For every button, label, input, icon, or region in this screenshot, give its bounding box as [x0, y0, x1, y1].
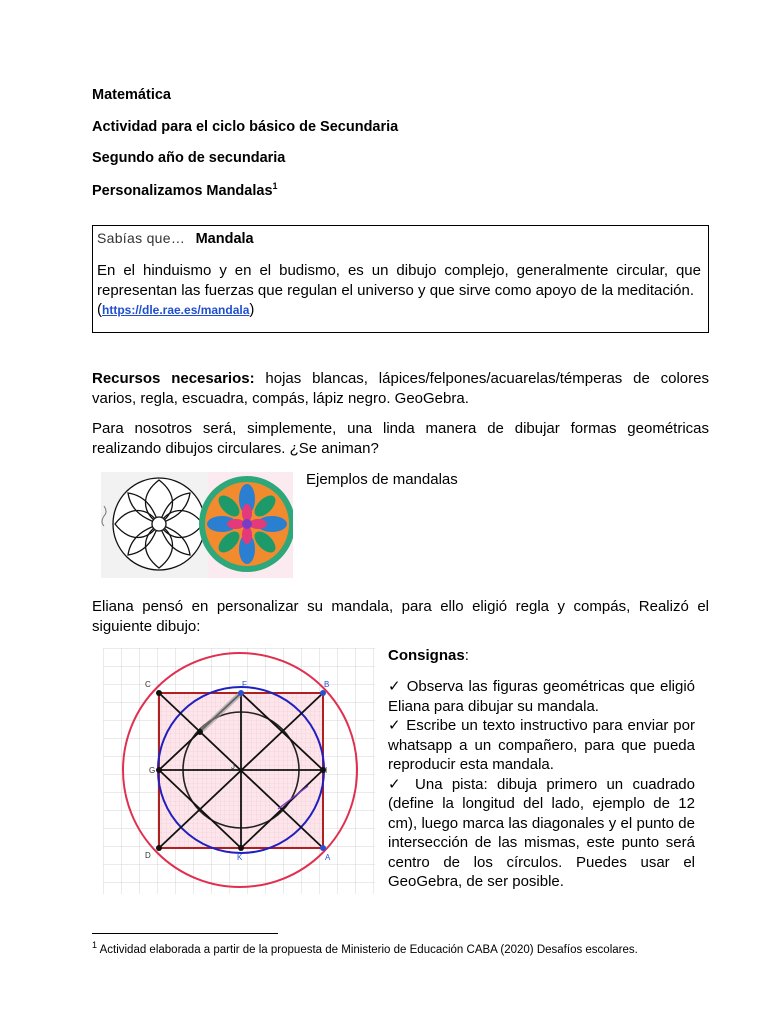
- subject-heading: Matemática: [92, 87, 171, 103]
- consignas-title: Consignas: [388, 647, 465, 664]
- footnote-text: Actividad elaborada a partir de la propuesta de Ministerio de Educación CABA (2020) Desafíos escolares.: [97, 943, 638, 956]
- footnote-separator: [92, 933, 278, 934]
- check-icon: ✓: [388, 678, 402, 695]
- line-mandala: [113, 478, 205, 570]
- consigna-item: ✓ Una pista: dibuja primero un cuadrado (define la longitud del lado, ejemplo de 12 cm), luego marca las diagonales y el punto de intersección de las mismas, este punto será centro de los círculos. Puedes usar el GeoGebra, de ser posible.: [388, 775, 695, 890]
- footnote: [92, 940, 638, 956]
- label-A: A: [325, 853, 331, 862]
- resources-text: hojas blancas, lápices/felpones/acuarelas/témperas de colores varios, regla, escuadra, compás, lápiz negro. GeoGebra.: [92, 370, 709, 407]
- page-title: [92, 181, 278, 199]
- consigna-item: ✓ Escribe un texto instructivo para enviar por whatsapp a un compañero, para que pueda reproducir esta mandala.: [388, 717, 695, 773]
- color-mandala: [199, 476, 293, 572]
- label-I: I: [325, 766, 328, 775]
- geometry-diagram: [103, 648, 375, 894]
- consignas-list: [388, 677, 695, 892]
- info-box-heading: [97, 230, 254, 248]
- label-F: F: [242, 680, 247, 689]
- year-heading: Segundo año de secundaria: [92, 150, 286, 166]
- mandala-examples-image: [101, 472, 293, 578]
- label-G: G: [149, 766, 156, 775]
- squiggle-mark: [102, 506, 106, 526]
- consigna-item: ✓ Observa las figuras geométricas que eligió Eliana para dibujar su mandala.: [388, 678, 695, 715]
- eliana-paragraph: Eliana pensó en personalizar su mandala, para ello eligió regla y compás, Realizó el siguiente dibujo:: [92, 598, 709, 635]
- link-paren-close: ): [249, 301, 255, 318]
- label-J: J: [231, 762, 235, 771]
- check-icon: ✓: [388, 717, 402, 734]
- geometry-svg: [103, 648, 375, 894]
- title-text: Personalizamos Mandalas: [92, 182, 273, 199]
- mandala-term: Mandala: [195, 231, 254, 247]
- activity-heading: Actividad para el ciclo básico de Secundaria: [92, 119, 399, 135]
- info-box: [92, 225, 709, 333]
- label-K: K: [237, 853, 243, 862]
- sabias-que-label: Sabías que…: [97, 230, 186, 246]
- label-D: D: [145, 851, 151, 860]
- footnote-mark: 1: [92, 940, 98, 950]
- resources-label: Recursos necesarios:: [92, 370, 255, 387]
- footnote-ref: 1: [272, 181, 278, 191]
- examples-caption: Ejemplos de mandalas: [306, 471, 458, 488]
- construction-lines: [159, 693, 323, 848]
- rae-link[interactable]: https://dle.rae.es/mandala: [102, 303, 250, 317]
- label-C: C: [145, 680, 151, 689]
- mandala-definition: [97, 261, 701, 321]
- check-icon: ✓: [388, 775, 406, 793]
- definition-text: En el hinduismo y en el budismo, es un dibujo complejo, generalmente circular, que representan las fuerzas que regulan el universo y que sirve como apoyo de la meditación.: [97, 262, 701, 299]
- link-paren-open: (: [97, 301, 102, 318]
- consignas-colon: :: [464, 647, 469, 664]
- label-B: B: [324, 680, 330, 689]
- intro-paragraph: Para nosotros será, simplemente, una linda manera de dibujar formas geométricas realizando dibujos circulares. ¿Se animan?: [92, 420, 709, 457]
- mandala-examples-drawing: [101, 472, 293, 578]
- consignas-heading: [388, 647, 469, 664]
- resources-paragraph: [92, 369, 709, 408]
